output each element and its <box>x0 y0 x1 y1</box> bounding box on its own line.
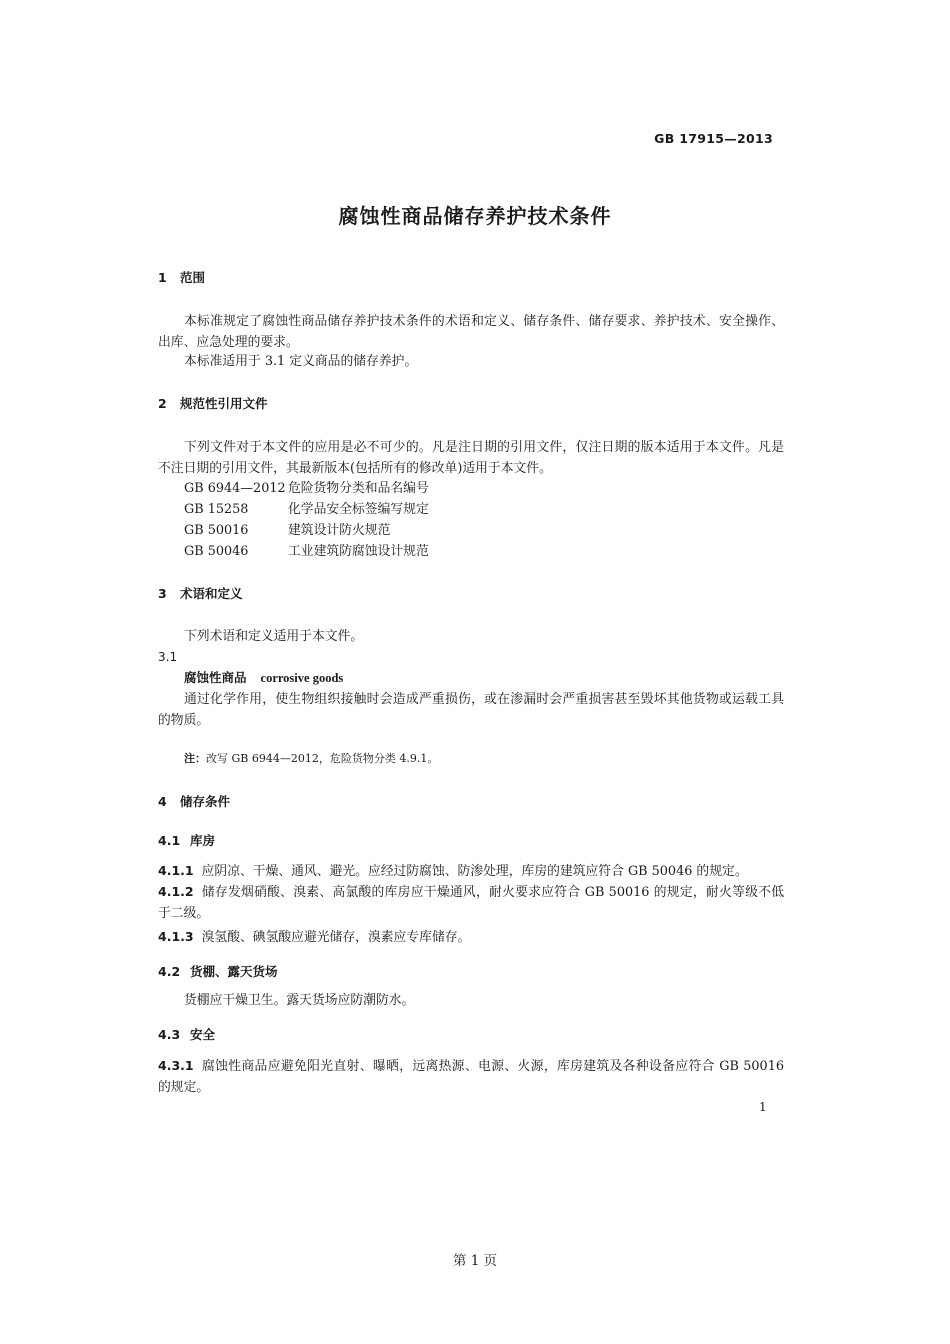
standard-number: GB 17915—2013 <box>654 131 773 146</box>
reference-item <box>184 499 429 520</box>
clause-number: 4.1.1 <box>158 863 194 878</box>
note-text: 改写 GB 6944—2012，危险货物分类 4.9.1。 <box>206 752 439 765</box>
clause-4-1-2 <box>158 881 784 924</box>
reference-code: GB 50016 <box>184 523 249 538</box>
reference-item <box>184 520 390 541</box>
subsection-number: 4.3 <box>158 1027 181 1042</box>
page-title: 腐蚀性商品储存养护技术条件 <box>338 204 612 228</box>
note-label: 注： <box>184 752 206 765</box>
clause-text: 应阴凉、干燥、通风、避光。应经过防腐蚀、防渗处理，库房的建筑应符合 GB 50046 的规定。 <box>201 864 748 879</box>
reference-name: 工业建筑防腐蚀设计规范 <box>288 544 429 559</box>
clause-text: 储存发烟硝酸、溴素、高氯酸的库房应干燥通风，耐火要求应符合 GB 50016 的规定，耐火等级不低于二级。 <box>158 885 784 921</box>
section-number: 1 <box>158 270 167 285</box>
subsection-title: 库房 <box>190 833 216 848</box>
subsection-4-2-paragraph: 货棚应干燥卫生。露天货场应防潮防水。 <box>184 993 415 1008</box>
reference-code: GB 6944—2012 <box>184 481 286 496</box>
subsection-4-3-heading <box>158 1025 215 1043</box>
reference-code: GB 15258 <box>184 502 249 517</box>
term-number: 3.1 <box>158 650 178 664</box>
subsection-title: 货棚、露天货场 <box>190 964 278 979</box>
term-entry <box>184 668 343 686</box>
clause-text: 腐蚀性商品应避免阳光直射、曝晒，远离热源、电源、火源，库房建筑及各种设备应符合 GB 50016 的规定。 <box>158 1059 784 1095</box>
clause-4-1-3 <box>158 926 784 948</box>
section-3-heading <box>158 584 243 602</box>
clause-number: 4.1.3 <box>158 929 194 944</box>
clause-number: 4.3.1 <box>158 1058 194 1073</box>
section-1-heading <box>158 268 205 286</box>
section-number: 3 <box>158 586 167 601</box>
reference-name: 化学品安全标签编写规定 <box>288 502 429 517</box>
scope-paragraph-1: 本标准规定了腐蚀性商品储存养护技术条件的术语和定义、储存条件、储存要求、养护技术、安全操作、出库、应急处理的要求。 <box>158 314 784 350</box>
clause-4-3-1 <box>158 1055 784 1098</box>
reference-name: 建筑设计防火规范 <box>288 523 391 538</box>
subsection-number: 4.2 <box>158 964 181 979</box>
scope-paragraph-2: 本标准适用于 3.1 定义商品的储存养护。 <box>184 354 418 369</box>
section-4-heading <box>158 792 230 810</box>
term-chinese: 腐蚀性商品 <box>184 670 247 685</box>
section-title: 储存条件 <box>180 794 231 809</box>
subsection-title: 安全 <box>190 1027 216 1042</box>
references-intro: 下列文件对于本文件的应用是必不可少的。凡是注日期的引用文件，仅注日期的版本适用于本文件。凡是不注日期的引用文件，其最新版本(包括所有的修改单)适用于本文件。 <box>158 440 784 476</box>
reference-code: GB 50046 <box>184 544 249 559</box>
section-number: 4 <box>158 794 167 809</box>
section-2-heading <box>158 394 268 412</box>
page-number: 1 <box>759 1100 767 1114</box>
reference-item <box>184 478 429 499</box>
term-definition: 通过化学作用，使生物组织接触时会造成严重损伤，或在渗漏时会严重损害甚至毁坏其他货物或运载工具的物质。 <box>158 692 784 728</box>
subsection-4-1-heading <box>158 831 215 849</box>
terms-intro: 下列术语和定义适用于本文件。 <box>184 629 364 644</box>
term-english: corrosive goods <box>260 671 344 685</box>
term-note <box>184 750 438 766</box>
section-title: 术语和定义 <box>180 586 243 601</box>
clause-text: 溴氢酸、碘氢酸应避光储存，溴素应专库储存。 <box>201 930 471 945</box>
clause-4-1-1 <box>158 860 784 882</box>
clause-number: 4.1.2 <box>158 884 194 899</box>
reference-name: 危险货物分类和品名编号 <box>288 481 429 496</box>
subsection-number: 4.1 <box>158 833 181 848</box>
subsection-4-2-heading <box>158 962 278 980</box>
section-title: 规范性引用文件 <box>180 396 268 411</box>
section-title: 范围 <box>180 270 206 285</box>
section-number: 2 <box>158 396 167 411</box>
page-footer: 第 1 页 <box>452 1253 498 1269</box>
reference-item <box>184 541 429 562</box>
